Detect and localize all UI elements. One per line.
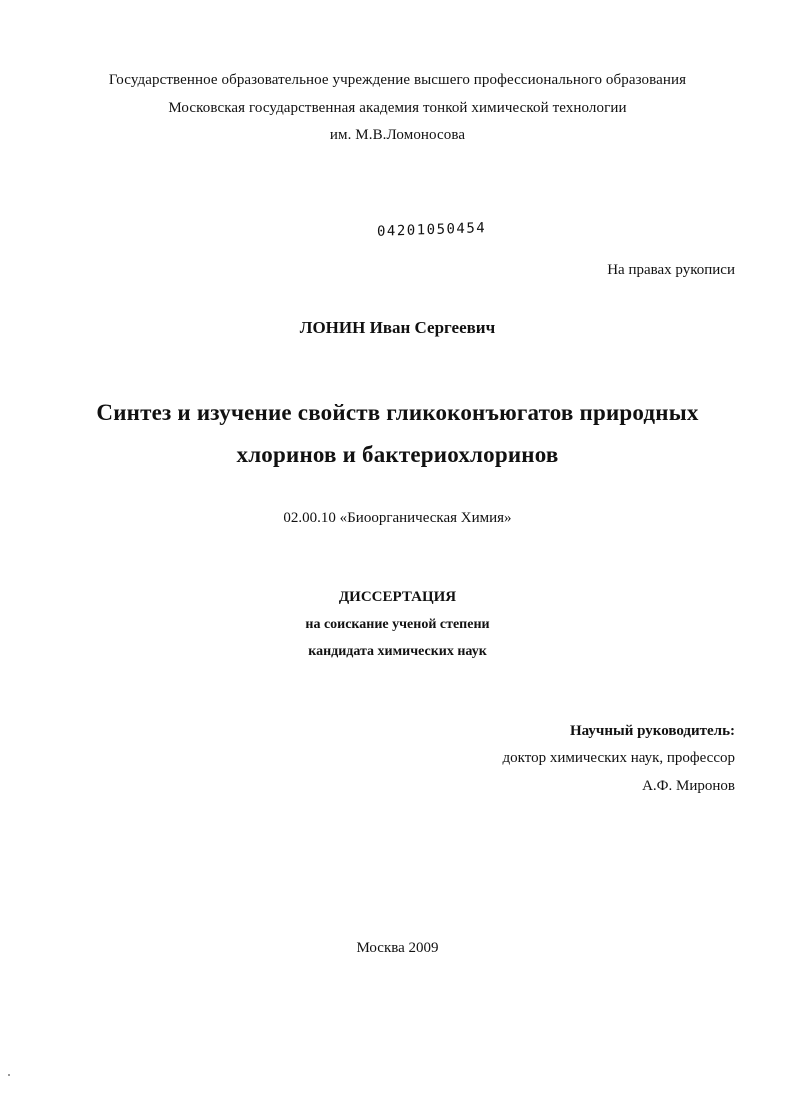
- institution-line-2: Московская государственная академия тонкой химической технологии: [168, 100, 627, 116]
- degree-line-2: кандидата химических наук: [308, 644, 487, 659]
- supervisor-name: А.Ф. Миронов: [642, 778, 735, 794]
- scan-speck: [8, 1074, 10, 1076]
- institution-line-1: Государственное образовательное учреждение высшего профессионального образования: [108, 72, 687, 88]
- document-type: ДИССЕРТАЦИЯ: [338, 589, 457, 605]
- supervisor-credentials: доктор химических наук, профессор: [502, 750, 735, 766]
- city-year: Москва 2009: [356, 940, 439, 956]
- specialty-code: 02.00.10 «Биоорганическая Химия»: [283, 510, 512, 526]
- manuscript-rights: На правах рукописи: [607, 262, 735, 278]
- degree-line-1: на соискание ученой степени: [305, 617, 490, 632]
- author-name: ЛОНИН Иван Сергеевич: [299, 318, 496, 337]
- thesis-title-line-1: Синтез и изучение свойств гликоконъюгатов природных: [96, 400, 699, 425]
- thesis-title-line-2: хлоринов и бактериохлоринов: [236, 442, 559, 467]
- institution-line-3: им. М.В.Ломоносова: [329, 127, 466, 143]
- catalog-number-stamp: 04201050454: [377, 220, 487, 240]
- supervisor-heading: Научный руководитель:: [570, 723, 735, 739]
